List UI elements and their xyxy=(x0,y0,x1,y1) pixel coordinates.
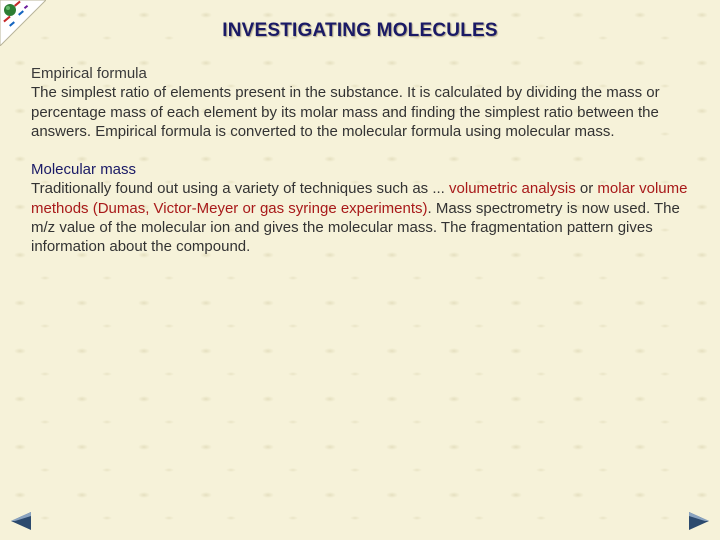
empirical-formula-heading: Empirical formula xyxy=(31,65,147,82)
page-title: INVESTIGATING MOLECULES xyxy=(222,20,498,41)
molecular-mass-heading: Molecular mass xyxy=(31,161,137,179)
molecular-mass-section xyxy=(31,160,699,256)
molecular-mass-text-3: . Mass spectrometry is now used. The m/z value of the molecular ion and gives the molecular mass. The fragmentation pattern gives information about the compound. xyxy=(31,199,680,256)
content-body xyxy=(31,64,699,276)
molar-volume-methods-link: molar volume methods (Dumas, Victor-Meyer or gas syringe experiments) xyxy=(31,180,688,217)
empirical-formula-text: The simplest ratio of elements present in the substance. It is calculated by dividing the mass or percentage mass of each element by its molar mass and finding the simplest ratio between the answers. Empirical formula is converted to the molecular formula using molecular mass. xyxy=(31,84,660,140)
triangle-left-icon[interactable] xyxy=(10,511,32,531)
empirical-formula-section xyxy=(31,64,699,141)
molecular-mass-text-2: or xyxy=(575,180,598,198)
triangle-right-icon[interactable] xyxy=(688,511,710,531)
volumetric-analysis-link: volumetric analysis xyxy=(449,180,576,198)
molecular-mass-text-1: Traditionally found out using a variety of techniques such as ... xyxy=(31,180,450,198)
